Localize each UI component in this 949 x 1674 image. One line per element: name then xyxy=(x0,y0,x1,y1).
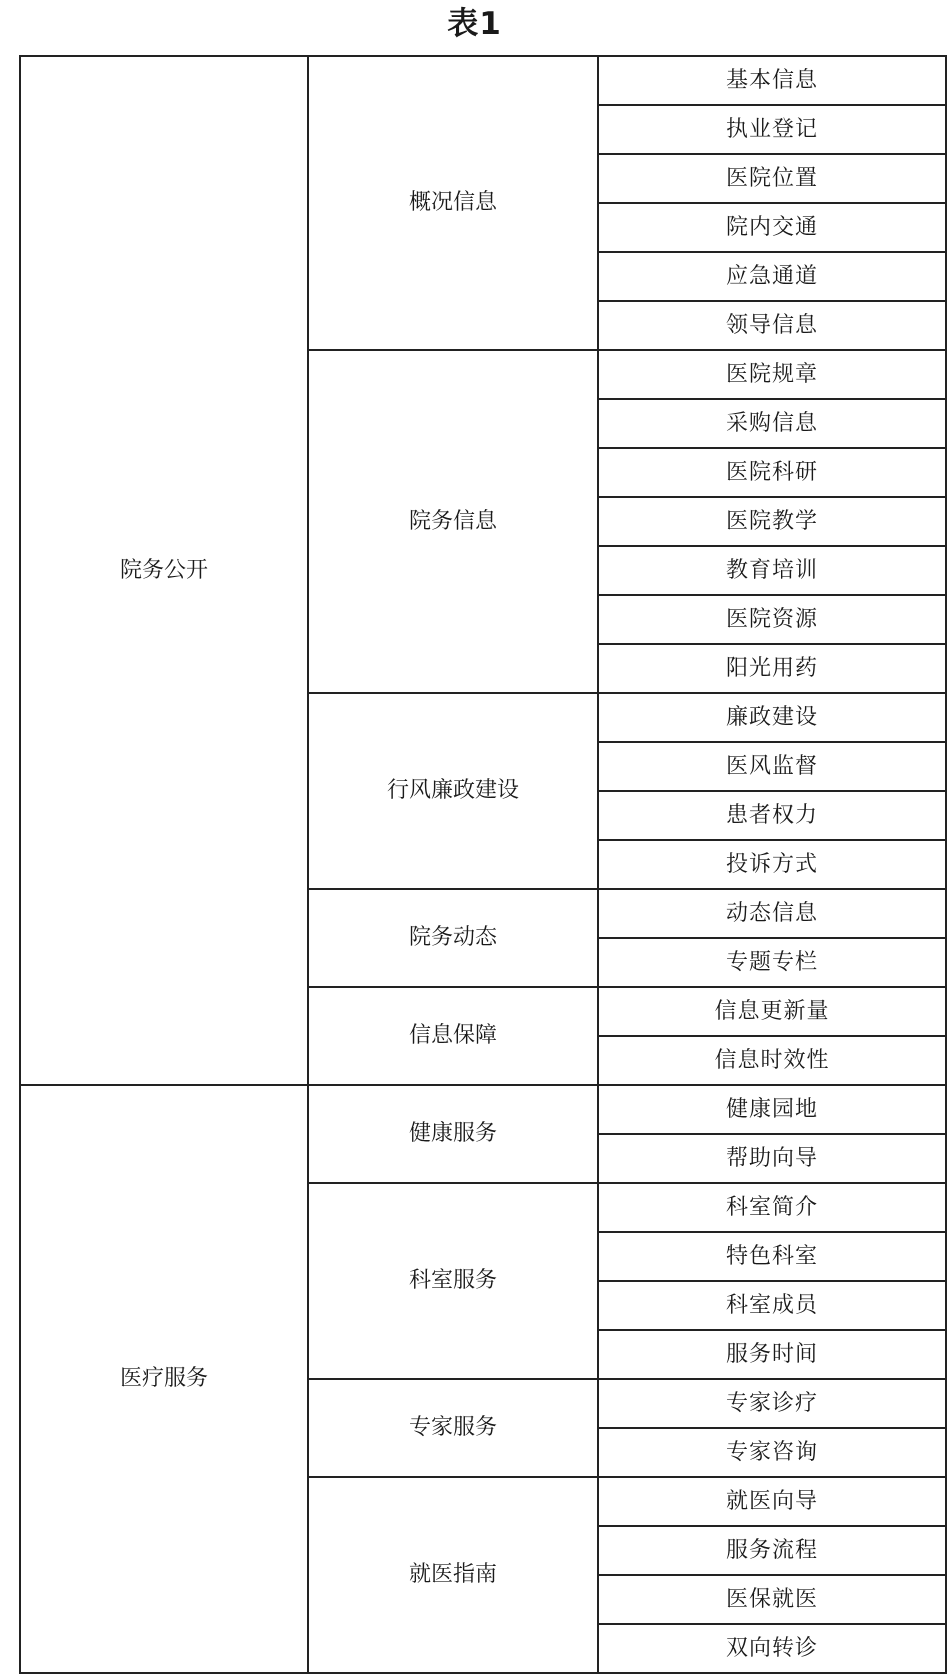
item-cell: 专家咨询 xyxy=(598,1428,946,1477)
item-cell: 信息时效性 xyxy=(598,1036,946,1085)
category-cell: 医疗服务 xyxy=(20,1085,308,1673)
item-cell: 医院规章 xyxy=(598,350,946,399)
table-row xyxy=(20,56,946,105)
hospital-info-table xyxy=(19,55,947,1674)
item-cell: 领导信息 xyxy=(598,301,946,350)
item-cell: 医风监督 xyxy=(598,742,946,791)
table-title: 表1 xyxy=(447,6,502,42)
item-cell: 投诉方式 xyxy=(598,840,946,889)
item-cell: 帮助向导 xyxy=(598,1134,946,1183)
subcategory-cell: 概况信息 xyxy=(308,56,598,350)
item-cell: 科室成员 xyxy=(598,1281,946,1330)
item-cell: 采购信息 xyxy=(598,399,946,448)
subcategory-cell: 健康服务 xyxy=(308,1085,598,1183)
subcategory-cell: 科室服务 xyxy=(308,1183,598,1379)
item-cell: 执业登记 xyxy=(598,105,946,154)
item-cell: 教育培训 xyxy=(598,546,946,595)
item-cell: 医院教学 xyxy=(598,497,946,546)
item-cell: 医院资源 xyxy=(598,595,946,644)
subcategory-cell: 信息保障 xyxy=(308,987,598,1085)
item-cell: 专家诊疗 xyxy=(598,1379,946,1428)
item-cell: 医院位置 xyxy=(598,154,946,203)
item-cell: 服务流程 xyxy=(598,1526,946,1575)
item-cell: 专题专栏 xyxy=(598,938,946,987)
item-cell: 基本信息 xyxy=(598,56,946,105)
item-cell: 信息更新量 xyxy=(598,987,946,1036)
item-cell: 阳光用药 xyxy=(598,644,946,693)
item-cell: 科室简介 xyxy=(598,1183,946,1232)
item-cell: 双向转诊 xyxy=(598,1624,946,1673)
subcategory-cell: 专家服务 xyxy=(308,1379,598,1477)
item-cell: 健康园地 xyxy=(598,1085,946,1134)
item-cell: 廉政建设 xyxy=(598,693,946,742)
item-cell: 应急通道 xyxy=(598,252,946,301)
item-cell: 服务时间 xyxy=(598,1330,946,1379)
subcategory-cell: 行风廉政建设 xyxy=(308,693,598,889)
subcategory-cell: 院务动态 xyxy=(308,889,598,987)
item-cell: 动态信息 xyxy=(598,889,946,938)
item-cell: 院内交通 xyxy=(598,203,946,252)
category-cell: 院务公开 xyxy=(20,56,308,1085)
item-cell: 医院科研 xyxy=(598,448,946,497)
item-cell: 特色科室 xyxy=(598,1232,946,1281)
table-row xyxy=(20,1085,946,1134)
item-cell: 就医向导 xyxy=(598,1477,946,1526)
item-cell: 患者权力 xyxy=(598,791,946,840)
item-cell: 医保就医 xyxy=(598,1575,946,1624)
table-body xyxy=(20,56,946,1673)
subcategory-cell: 就医指南 xyxy=(308,1477,598,1673)
subcategory-cell: 院务信息 xyxy=(308,350,598,693)
